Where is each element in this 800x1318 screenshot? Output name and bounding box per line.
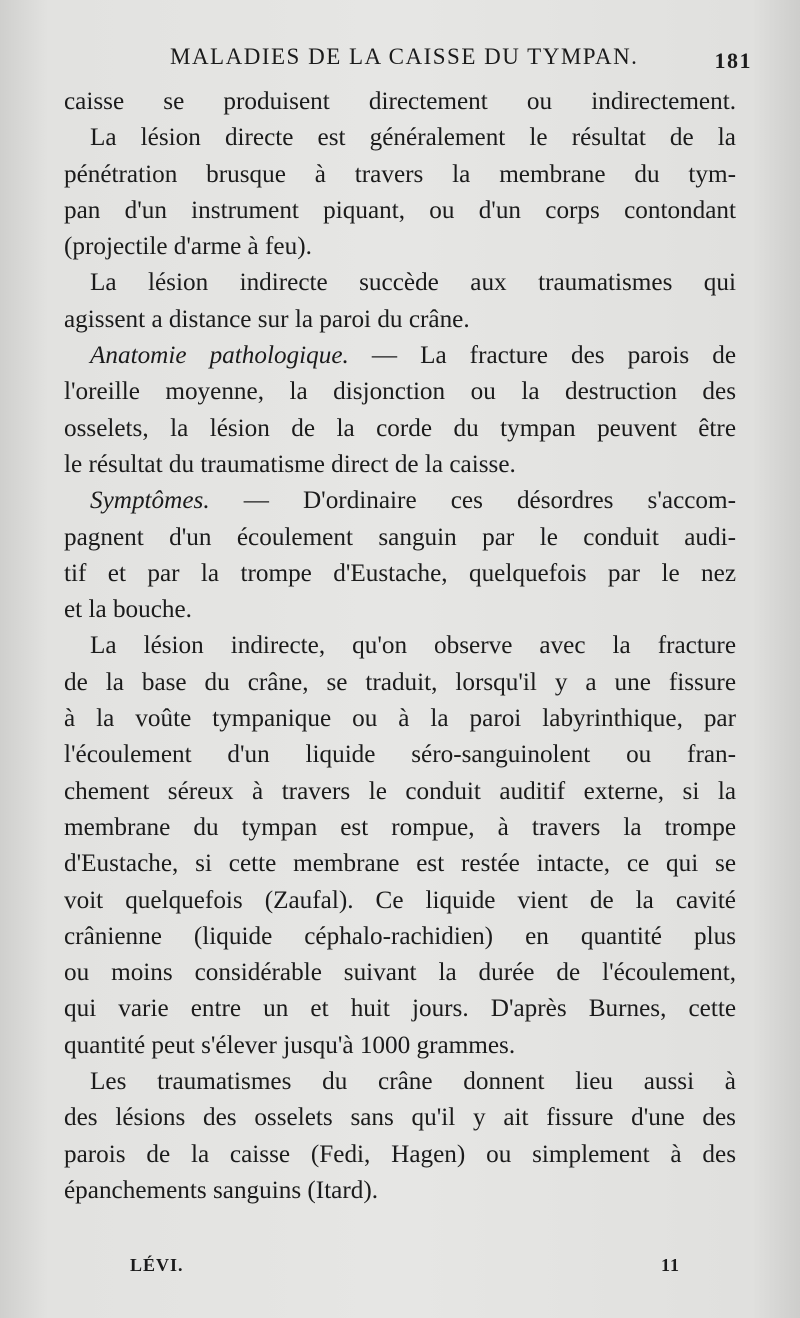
text-line: pagnent d'un écoulement sanguin par le conduit audi-	[64, 523, 736, 551]
text-line: tif et par la trompe d'Eustache, quelquefois par le nez	[64, 559, 736, 587]
text-line: Les traumatismes du crâne donnent lieu aussi à	[90, 1068, 736, 1096]
text-line: (projectile d'arme à feu).	[64, 233, 312, 261]
text-line-rest: — D'ordinaire ces désordres s'accom-	[243, 487, 737, 515]
text-line: d'Eustache, si cette membrane est restée intacte, ce qui se	[64, 850, 736, 878]
body-text	[64, 84, 736, 1209]
signature-mark: LÉVI.	[130, 1255, 184, 1275]
text-line: de la base du crâne, se traduit, lorsqu'il y a une fissure	[64, 668, 736, 696]
text-line: caisse se produisent directement ou indirectement.	[64, 88, 736, 115]
page-number: 181	[714, 48, 752, 73]
text-line: pénétration brusque à travers la membrane du tym-	[64, 160, 736, 188]
text-line: qui varie entre un et huit jours. D'après Burnes, cette	[64, 995, 736, 1023]
signature-number: 11	[660, 1255, 680, 1275]
text-line: et la bouche.	[64, 596, 192, 624]
text-line: chement séreux à travers le conduit auditif externe, si la	[64, 777, 736, 805]
text-line: voit quelquefois (Zaufal). Ce liquide vient de la cavité	[64, 886, 736, 914]
text-line: parois de la caisse (Fedi, Hagen) ou simplement à des	[64, 1140, 736, 1168]
text-line-rest: — La fracture des parois de	[371, 342, 736, 370]
text-line: quantité peut s'élever jusqu'à 1000 grammes.	[64, 1031, 516, 1059]
text-line: osselets, la lésion de la corde du tympan peuvent être	[64, 414, 736, 442]
text-line: membrane du tympan est rompue, à travers la trompe	[64, 813, 736, 841]
text-line-with-heading	[64, 338, 736, 374]
page-header	[170, 44, 760, 80]
text-line: La lésion directe est généralement le résultat de la	[90, 124, 736, 152]
text-line: l'écoulement d'un liquide séro-sanguinolent ou fran-	[64, 741, 736, 769]
page-footer	[130, 1255, 680, 1285]
text-line: crânienne (liquide céphalo-rachidien) en quantité plus	[64, 922, 736, 950]
text-line: épanchements sanguins (Itard).	[64, 1176, 379, 1204]
text-line: l'oreille moyenne, la disjonction ou la destruction des	[64, 378, 736, 406]
running-title: MALADIES DE LA CAISSE DU TYMPAN.	[170, 44, 639, 69]
text-line: ou moins considérable suivant la durée de l'écoulement,	[64, 959, 736, 987]
text-line-with-heading	[64, 483, 736, 519]
text-line: le résultat du traumatisme direct de la caisse.	[64, 450, 516, 478]
text-line: à la voûte tympanique ou à la paroi labyrinthique, par	[64, 705, 736, 733]
section-heading-anatomie: Anatomie pathologique.	[90, 342, 349, 370]
text-line: La lésion indirecte, qu'on observe avec la fracture	[90, 632, 736, 660]
text-line: pan d'un instrument piquant, ou d'un corps contondant	[64, 196, 736, 224]
section-heading-symptomes: Symptômes.	[90, 487, 210, 515]
text-line: des lésions des osselets sans qu'il y ait fissure d'une des	[64, 1104, 736, 1132]
text-line: agissent a distance sur la paroi du crâne.	[64, 305, 470, 333]
text-line: La lésion indirecte succède aux traumatismes qui	[90, 269, 736, 297]
